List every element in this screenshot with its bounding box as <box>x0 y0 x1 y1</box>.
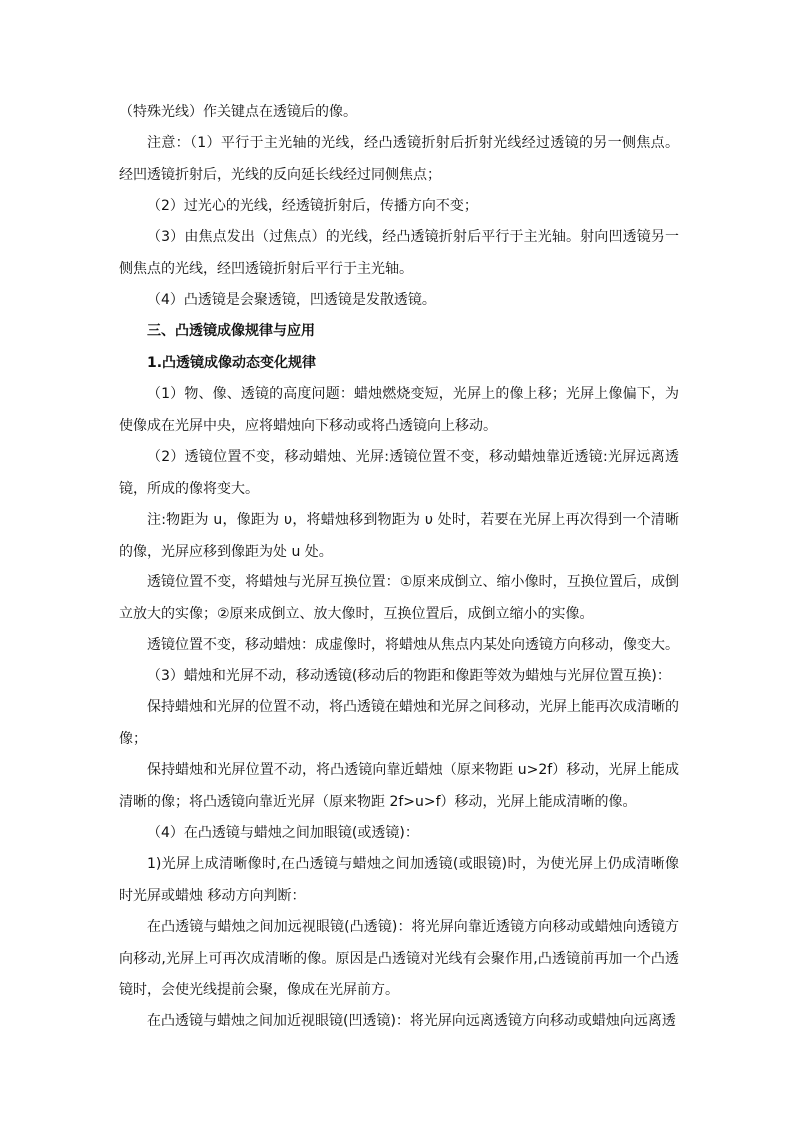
paragraph-move-lens-detail: 保持蜡烛和光屏位置不动，将凸透镜向靠近蜡烛（原来物距 u>2f）移动，光屏上能成清晰的像；将凸透镜向靠近光屏（原来物距 2f>u>f）移动，光屏上能成清晰的像。 <box>119 762 679 810</box>
paragraph-note-2: （2）过光心的光线，经透镜折射后，传播方向不变； <box>147 198 478 214</box>
paragraph-continued: （特殊光线）作关键点在透镜后的像。 <box>119 104 357 120</box>
paragraph-hyperopia-lens: 在凸透镜与蜡烛之间加远视眼镜(凸透镜)：将光屏向靠近透镜方向移动或蜡烛向透镜方向移动,光屏上可再次成清晰的像。原因是凸透镜对光线有会聚作用,凸透镜前再加一个凸透镜时，会使光线提前会聚，像成在光屏前方。 <box>119 919 679 998</box>
paragraph-rule-4: （4）在凸透镜与蜡烛之间加眼镜(或透镜)： <box>147 825 419 841</box>
paragraph-move-lens: 保持蜡烛和光屏的位置不动，将凸透镜在蜡烛和光屏之间移动，光屏上能再次成清晰的像； <box>119 699 679 747</box>
subsection-heading: 1.凸透镜成像动态变化规律 <box>147 355 317 371</box>
paragraph-remark: 注:物距为 u，像距为 υ，将蜡烛移到物距为 υ 处时，若要在光屏上再次得到一个清晰的像，光屏应移到像距为处 u 处。 <box>119 512 679 560</box>
paragraph-note-4: （4）凸透镜是会聚透镜，凹透镜是发散透镜。 <box>147 292 436 308</box>
paragraph-myopia-lens: 在凸透镜与蜡烛之间加近视眼镜(凹透镜)：将光屏向远离透镜方向移动或蜡烛向远离透 <box>147 1013 676 1029</box>
paragraph-rule-2: （2）透镜位置不变，移动蜡烛、光屏:透镜位置不变，移动蜡烛靠近透镜:光屏远离透镜，所成的像将变大。 <box>119 449 679 497</box>
paragraph-rule-1: （1）物、像、透镜的高度问题：蜡烛燃烧变短，光屏上的像上移；光屏上像偏下，为使像成在光屏中央，应将蜡烛向下移动或将凸透镜向上移动。 <box>119 386 679 434</box>
paragraph-swap: 透镜位置不变，将蜡烛与光屏互换位置：①原来成倒立、缩小像时，互换位置后，成倒立放大的实像；②原来成倒立、放大像时，互换位置后，成倒立缩小的实像。 <box>119 574 679 622</box>
paragraph-eyeglass-intro: 1)光屏上成清晰像时,在凸透镜与蜡烛之间加透镜(或眼镜)时，为使光屏上仍成清晰像时光屏或蜡烛 移动方向判断： <box>119 856 679 904</box>
paragraph-note-3: （3）由焦点发出（过焦点）的光线，经凸透镜折射后平行于主光轴。射向凹透镜另一侧焦点的光线，经凹透镜折射后平行于主光轴。 <box>119 229 679 277</box>
paragraph-rule-3: （3）蜡烛和光屏不动，移动透镜(移动后的物距和像距等效为蜡烛与光屏位置互换)： <box>147 668 671 684</box>
section-heading: 三、凸透镜成像规律与应用 <box>147 323 315 339</box>
paragraph-virtual-image: 透镜位置不变，移动蜡烛：成虚像时，将蜡烛从焦点内某处向透镜方向移动，像变大。 <box>147 637 679 653</box>
paragraph-note-1: 注意：（1）平行于主光轴的光线，经凸透镜折射后折射光线经过透镜的另一侧焦点。经凹透镜折射后，光线的反向延长线经过同侧焦点； <box>119 135 679 183</box>
